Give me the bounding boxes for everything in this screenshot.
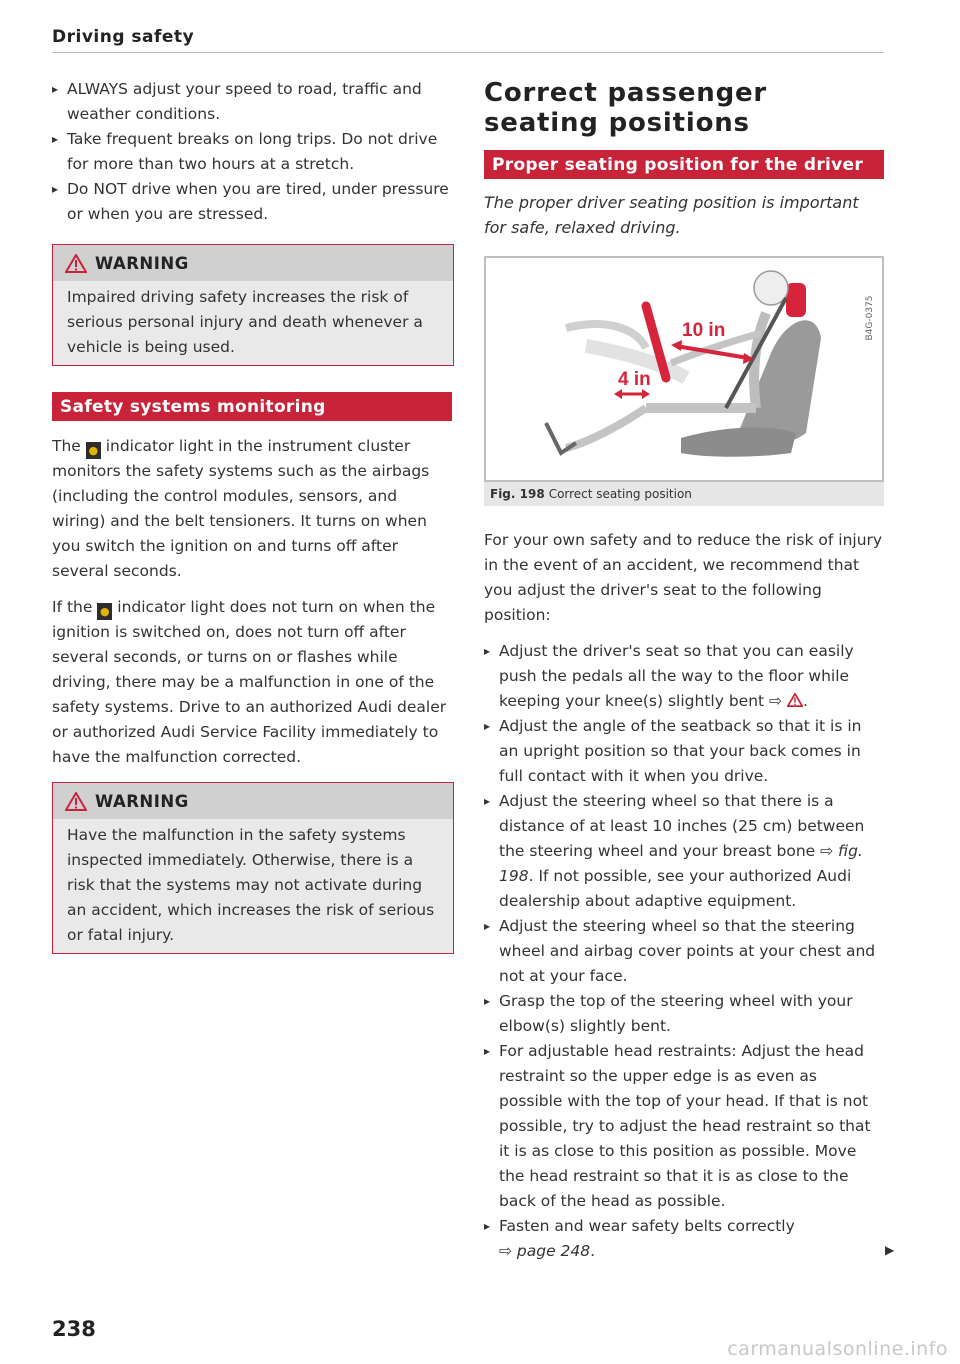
section-title-driver-seating: Proper seating position for the driver: [484, 150, 884, 179]
section-title-safety-systems-monitoring: Safety systems monitoring: [52, 392, 452, 421]
figure-image: [484, 256, 884, 482]
figure-number: Fig. 198: [490, 487, 545, 501]
list-item: [484, 1214, 884, 1264]
list-item-text: . If not possible, see your authorized Audi dealership about adaptive equipment.: [499, 867, 852, 910]
heading-line: seating positions: [484, 108, 750, 138]
figure-198: [484, 256, 884, 506]
list-item-text: .: [590, 1242, 596, 1260]
recommendation-paragraph: For your own safety and to reduce the risk of injury in the event of an accident, we recommend that you adjust the driver's seat to the following position:: [484, 531, 883, 624]
list-item: [484, 789, 884, 914]
list-item: ▸ Adjust the steering wheel so that the steering wheel and airbag cover points at your chest and not at your face.: [484, 914, 884, 989]
list-item: ▸ Adjust the driver's seat so that you can easily push the pedals all the way to the floor while keeping your knee(s) slightly bent ⇨ .: [484, 639, 884, 714]
malfunction-paragraph: [52, 595, 454, 770]
para-text: The: [52, 437, 81, 455]
list-item: ▸ Grasp the top of the steering wheel with your elbow(s) slightly bent.: [484, 989, 884, 1039]
list-item: ▸ For adjustable head restraints: Adjust the head restraint so the upper edge is as even as possible with the top of your head. If that is not possible, try to adjust the head restraint so that it is as close to this position as possible. Move the head restraint so that it is as close to the back of the head as possible.: [484, 1039, 884, 1214]
airbag-indicator-icon: ●: [97, 603, 112, 620]
page-reference-link[interactable]: ⇨ page 248: [499, 1242, 591, 1260]
list-item: ▸ Take frequent breaks on long trips. Do not drive for more than two hours at a stretch.: [52, 127, 454, 177]
warning-header: [53, 783, 453, 819]
figure-caption-text: Correct seating position: [548, 487, 692, 501]
list-item: ▸ Do NOT drive when you are tired, under pressure or when you are stressed.: [52, 177, 454, 227]
watermark: carmanualsonline.info: [727, 1338, 948, 1360]
para-text: indicator light does not turn on when the ignition is switched on, does not turn off after several seconds, or turns on or flashes while driving, there may be a malfunction in one of the safety systems. Drive to an authorized Audi dealer or authorized Audi Service Facility immediately to have the malfunction corrected.: [52, 598, 447, 766]
airbag-indicator-icon: ●: [86, 442, 101, 459]
section-intro: The proper driver seating position is important for safe, relaxed driving.: [484, 193, 859, 237]
header-divider: [52, 52, 884, 53]
warning-title: WARNING: [95, 253, 189, 273]
warning-text: Have the malfunction in the safety systems inspected immediately. Otherwise, there is a risk that the systems may not activate during an accident, which increases the risk of serious or fatal injury.: [67, 826, 435, 944]
distance-label-10in: 10 in: [682, 320, 726, 341]
distance-label-4in: 4 in: [618, 369, 651, 390]
right-column-list: [484, 639, 884, 1264]
warning-header: [53, 245, 453, 281]
warning-triangle-icon: [787, 693, 803, 707]
figure-code: B4G-0375: [865, 295, 875, 341]
heading-line: Correct passenger: [484, 78, 768, 108]
monitoring-paragraph: [52, 434, 454, 584]
list-item-text: Fasten and wear safety belts correctly: [499, 1217, 795, 1235]
cross-reference-link[interactable]: ⇨: [769, 692, 783, 710]
continue-arrow-icon: ▶: [885, 1243, 895, 1257]
safety-tips-list: [52, 77, 454, 227]
list-item: ▸ Adjust the angle of the seatback so that it is in an upright position so that your back comes in full contact with it when you drive.: [484, 714, 884, 789]
page-heading: [484, 78, 884, 138]
seating-position-illustration: [486, 258, 882, 480]
list-item: ▸ ALWAYS adjust your speed to road, traffic and weather conditions.: [52, 77, 454, 127]
running-header: Driving safety: [52, 27, 195, 47]
para-text: If the: [52, 598, 93, 616]
left-column: [52, 77, 454, 227]
para-text: indicator light in the instrument cluster monitors the safety systems such as the airbags (including the control modules, sensors, and wiring) and the belt tensioners. It turns on when you switch the ignition on and turns off after several seconds.: [52, 437, 430, 580]
warning-box-malfunction: [52, 782, 454, 954]
list-item-text: Adjust the driver's seat so that you can easily push the pedals all the way to the floor while keeping your knee(s) slightly bent: [499, 642, 854, 710]
figure-reference-link[interactable]: ⇨ fig. 198: [499, 842, 863, 885]
warning-title: WARNING: [95, 791, 189, 811]
warning-box-impaired-driving: [52, 244, 454, 366]
warning-text: Impaired driving safety increases the risk of serious personal injury and death whenever a vehicle is being used.: [67, 288, 423, 356]
page-number: 238: [52, 1317, 96, 1341]
warning-triangle-icon: [65, 254, 87, 273]
warning-triangle-icon: [65, 792, 87, 811]
figure-caption: [484, 482, 884, 506]
seat-adjustment-list: [484, 639, 884, 1264]
list-item-text: Adjust the steering wheel so that there is a distance of at least 10 inches (25 cm) between the steering wheel and your breast bone: [499, 792, 865, 860]
